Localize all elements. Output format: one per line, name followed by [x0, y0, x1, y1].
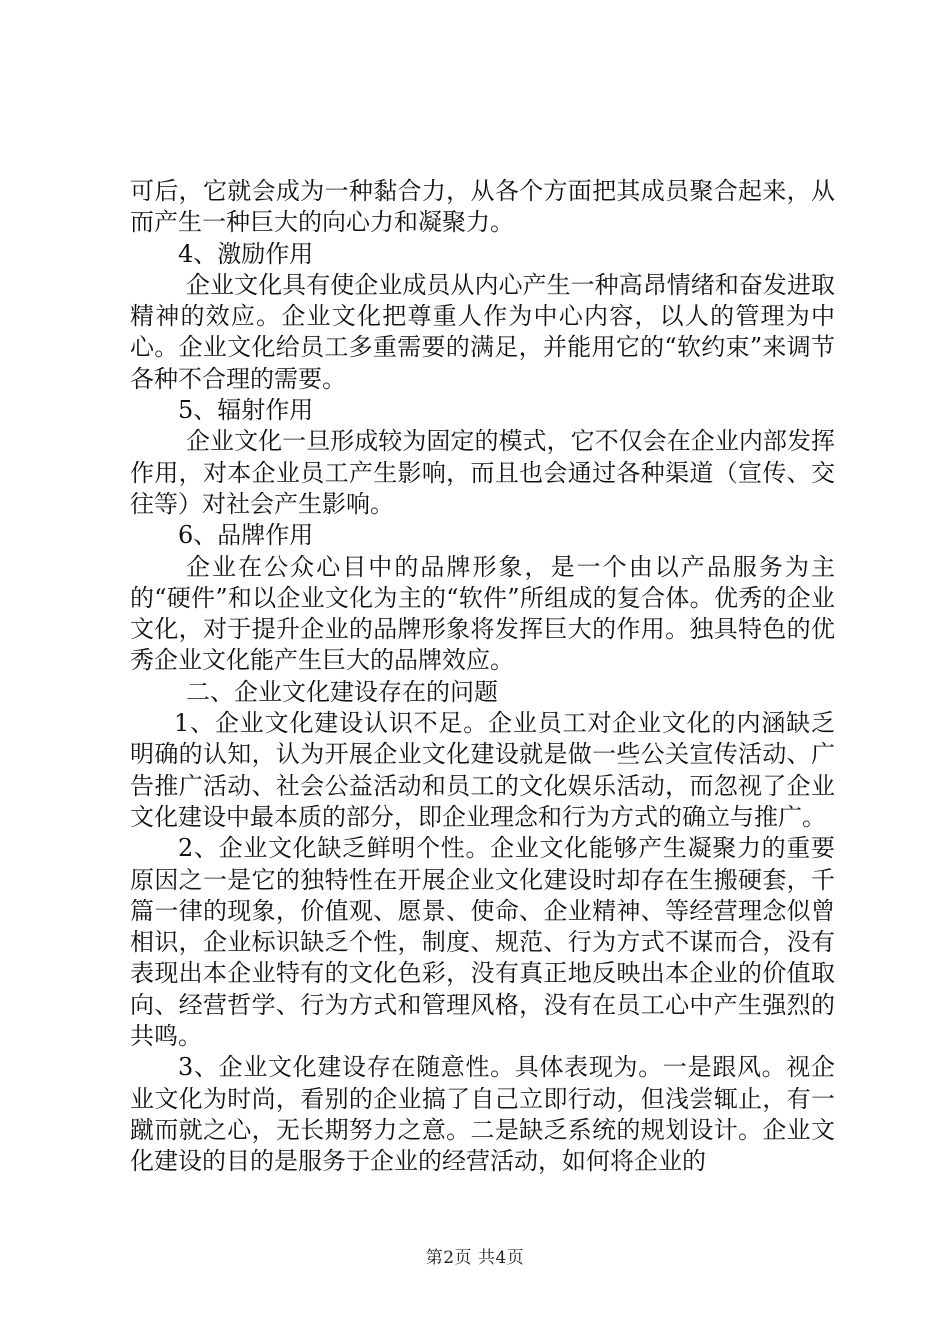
paragraph: 2、企业文化缺乏鲜明个性。企业文化能够产生凝聚力的重要原因之一是它的独特性在开展企业文化建设时却存在生搬硬套，千篇一律的现象，价值观、愿景、使命、企业精神、等经营理念似曾相识，企业标识缺乏个性，制度、规范、行为方式不谋而合，没有表现出本企业特有的文化色彩，没有真正地反映出本企业的价值取向、经营哲学、行为方式和管理风格，没有在员工心中产生强烈的共鸣。 [130, 834, 835, 1051]
paragraph: 3、企业文化建设存在随意性。具体表现为。一是跟风。视企业文化为时尚，看别的企业搞了自己立即行动，但浅尝辄止，有一蹴而就之心，无长期努力之意。二是缺乏系统的规划设计。企业文化建设的目的是服务于企业的经营活动，如何将企业的 [130, 1053, 835, 1176]
section-heading: 6、品牌作用 [178, 521, 314, 550]
paragraph: 企业文化一旦形成较为固定的模式，它不仅会在企业内部发挥作用，对本企业员工产生影响，而且也会通过各种渠道（宣传、交往等）对社会产生影响。 [130, 427, 835, 518]
document-body [130, 176, 835, 1178]
paragraph: 企业文化具有使企业成员从内心产生一种高昂情绪和奋发进取精神的效应。企业文化把尊重人作为中心内容，以人的管理为中心。企业文化给员工多重需要的满足，并能用它的“软约束”来调节各种不合理的需要。 [130, 270, 835, 393]
paragraph: 可后，它就会成为一种黏合力，从各个方面把其成员聚合起来，从而产生一种巨大的向心力和凝聚力。 [130, 177, 835, 237]
paragraph: 1、企业文化建设认识不足。企业员工对企业文化的内涵缺乏明确的认知，认为开展企业文化建设就是做一些公关宣传活动、广告推广活动、社会公益活动和员工的文化娱乐活动，而忽视了企业文化建设中最本质的部分，即企业理念和行为方式的确立与推广。 [130, 709, 835, 831]
page-number-footer: 第2页 共4页 [425, 1248, 525, 1268]
section-heading: 4、激励作用 [178, 239, 314, 268]
section-heading: 5、辐射作用 [178, 396, 314, 425]
section-heading: 二、企业文化建设存在的问题 [186, 677, 498, 706]
paragraph: 企业在公众心目中的品牌形象，是一个由以产品服务为主的“硬件”和以企业文化为主的“软件”所组成的复合体。优秀的企业文化，对于提升企业的品牌形象将发挥巨大的作用。独具特色的优秀企业文化能产生巨大的品牌效应。 [130, 552, 835, 675]
